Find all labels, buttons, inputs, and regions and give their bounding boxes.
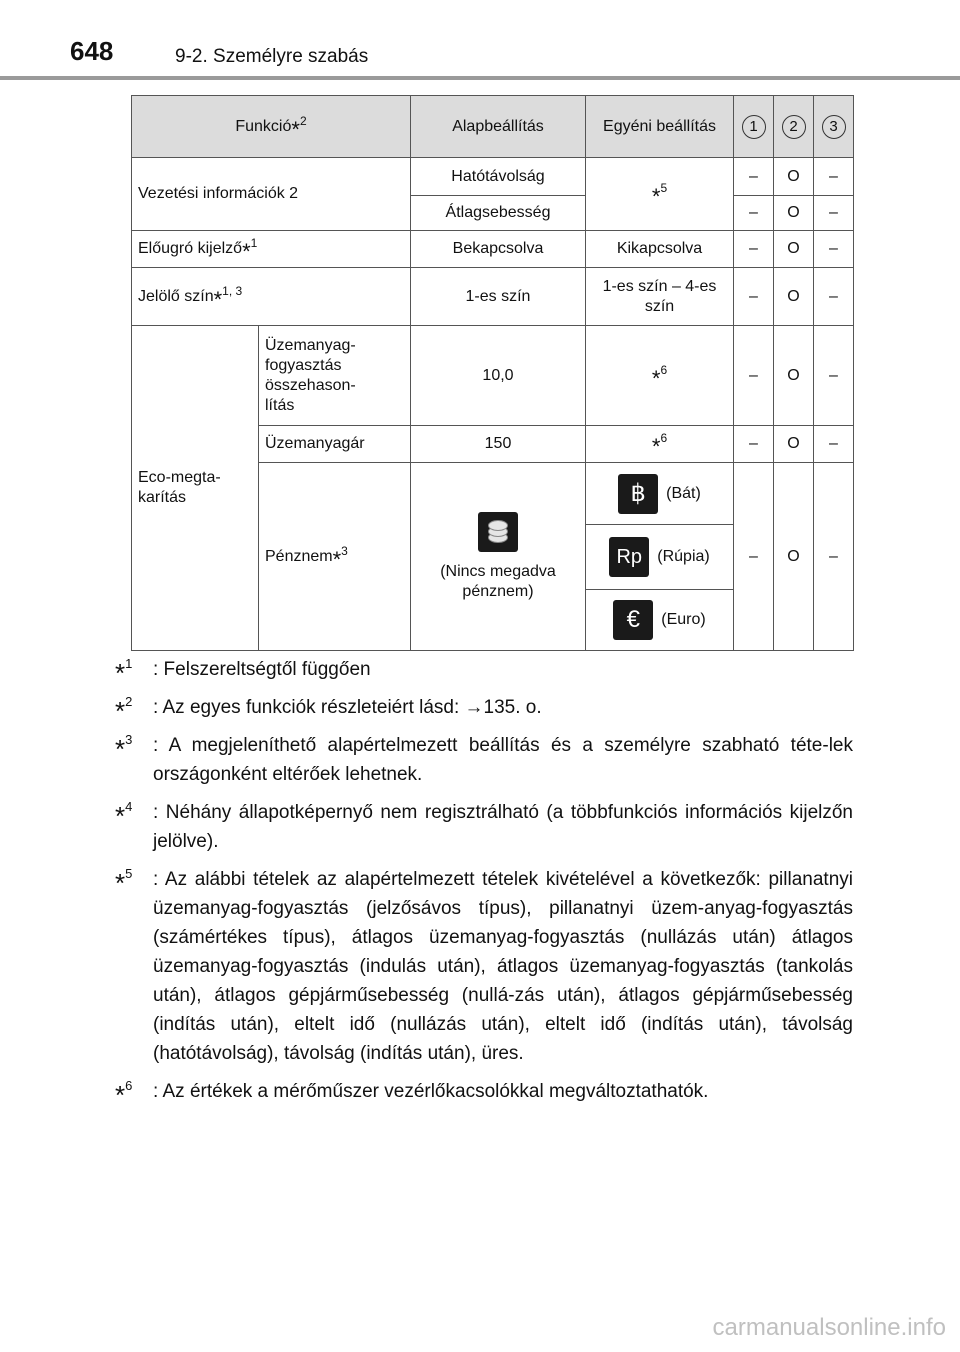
header-function: Funkció$^{*2}$ xyxy=(132,96,411,158)
range-option: Hatótávolság xyxy=(411,158,586,196)
currency-label: Pénznem$^{*3}$ xyxy=(259,463,411,651)
coins-icon xyxy=(478,512,518,552)
page-header xyxy=(0,0,960,80)
footnote: *$^3$ : A megjeleníthető alapértelmezett beállítás és a személyre szabható téte-lek országonként eltérőek lehetnek. xyxy=(115,732,853,785)
fuel-price-label: Üzemanyagár xyxy=(259,426,411,463)
baht-icon: ฿ xyxy=(618,474,658,514)
footnote: *$^5$ : Az alábbi tételek az alapértelmezett tételek kivételével a következők: pillanatnyi üzemanyag-fogyasztás (jelzősávos típus), pillanatnyi üzem-anyag-fogyasztás (számértékes típus), átlagos üzemanyag-fogyasztás (nullázás után) átlagos üzemanyag-fogyasztás (indulás után), átlagos üzemanyag-fogyasztás (tankolás után), átlagos gépjárműsebesség (nullá-zás után), átlagos gépjárműsebesség (indítás után), eltelt idő (nullázás után), eltelt idő (indítás után), távolság (hatótávolság), távolság (indítás után), üres. xyxy=(115,866,853,1064)
currency-option-baht: ฿ (Bát) xyxy=(586,463,734,525)
watermark: carmanualsonline.info xyxy=(712,1314,946,1341)
fuel-cons-label: Üzemanyag- fogyasztás összehason- lítás xyxy=(259,326,411,426)
footnote: *$^6$ : Az értékek a mérőműszer vezérlőkacsolókkal megváltoztathatók. xyxy=(115,1078,709,1110)
currency-option-rupiah: Rp (Rúpia) xyxy=(586,525,734,590)
header-col-1: 1 xyxy=(734,96,774,158)
footnote: *$^1$ : Felszereltségtől függően xyxy=(115,656,371,688)
settings-table xyxy=(131,95,854,651)
marker-color-label: Jelölő szín$^{*1, 3}$ xyxy=(132,268,411,326)
table-row: Pénznem$^{*3}$ (Nincs megadva pénznem) ฿ (Bát) – O – xyxy=(132,463,854,525)
table-row: Átlagsebesség – O – xyxy=(132,196,854,231)
footnote: *$^4$ : Néhány állapotképernyő nem regisztrálható (a többfunkciós információs kijelzőn jelölve). xyxy=(115,799,853,852)
section-title: 9-2. Személyre szabás xyxy=(175,46,369,67)
header-custom: Egyéni beállítás xyxy=(586,96,734,158)
driving-info-custom: *5 xyxy=(586,158,734,231)
table-row: Jelölő szín$^{*1, 3}$ 1-es szín 1-es szín – 4-es szín – O – xyxy=(132,268,854,326)
table-row: Üzemanyagár 150 $^{*6}$ – O – xyxy=(132,426,854,463)
page-number: 648 xyxy=(70,36,114,66)
header-rule xyxy=(0,76,960,80)
header-col-2: 2 xyxy=(774,96,814,158)
table-row: Eco-megta- karítás Üzemanyag- fogyasztás összehason- lítás 10,0 $^{*6}$ – O – xyxy=(132,326,854,426)
driving-info-label: Vezetési információk 2 xyxy=(132,158,411,231)
currency-option-euro: € (Euro) xyxy=(586,590,734,651)
footnotes xyxy=(115,655,853,1115)
footnote: *$^2$ : Az egyes funkciók részleteiért lásd: →135. o. xyxy=(115,694,542,726)
currency-default: (Nincs megadva pénznem) xyxy=(411,463,586,651)
header-default: Alapbeállítás xyxy=(411,96,586,158)
hud-label: Előugró kijelző$^{*1}$ xyxy=(132,231,411,268)
table-row: Vezetési információk 2 Hatótávolság $^{*5}$ – O – xyxy=(132,158,854,196)
table-header-row xyxy=(132,96,854,158)
rupiah-icon: Rp xyxy=(609,537,649,577)
avg-speed-option: Átlagsebesség xyxy=(411,196,586,231)
table-row: Előugró kijelző$^{*1}$ Bekapcsolva Kikapcsolva – O – xyxy=(132,231,854,268)
header-col-3: 3 xyxy=(814,96,854,158)
eco-label: Eco-megta- karítás xyxy=(132,326,259,651)
euro-icon: € xyxy=(613,600,653,640)
